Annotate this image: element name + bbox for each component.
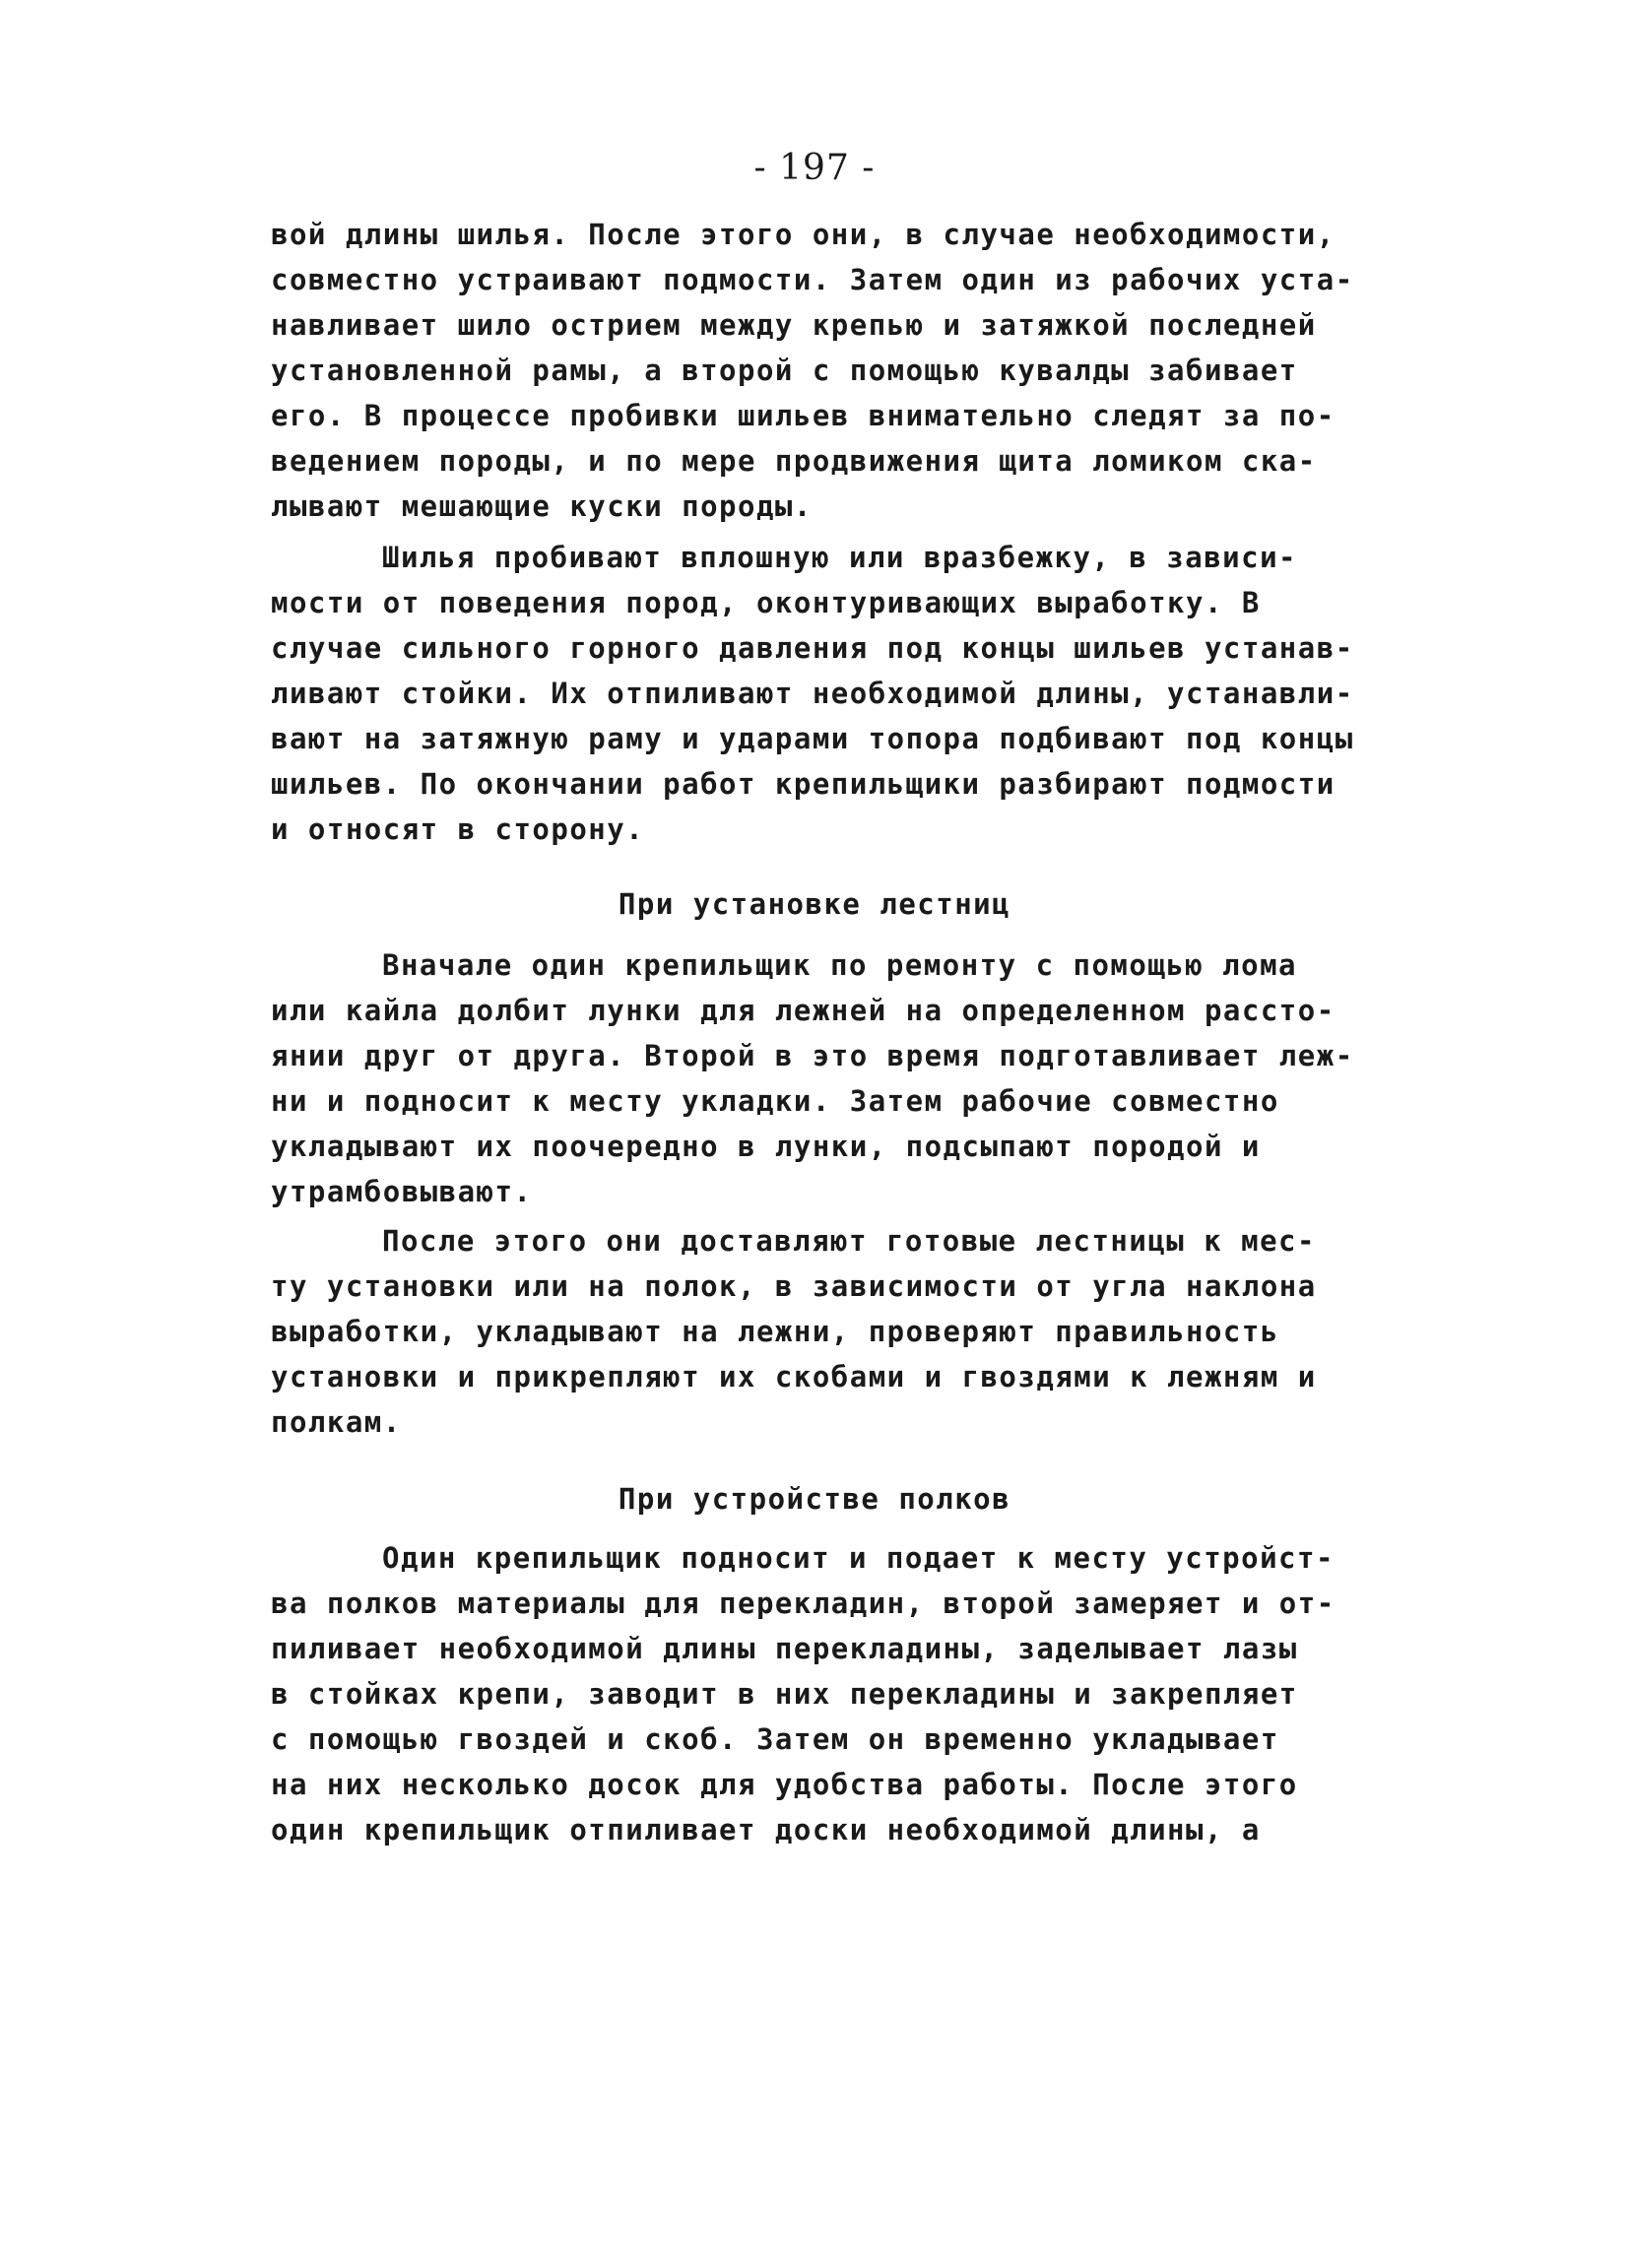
text-line: утрамбовывают. (271, 1175, 533, 1208)
text-line: ведением породы, и по мере продвижения щита ломиком ска- (271, 444, 1317, 478)
text-line: мости от поведения пород, оконтуривающих выработку. В (271, 586, 1261, 619)
section-heading: При установке лестниц (618, 887, 1011, 921)
text-line: полкам. (271, 1405, 402, 1439)
text-line: его. В процессе пробивки шильев внимательно следят за по- (271, 399, 1336, 432)
text-line: в стойках крепи, заводит в них перекладины и закрепляет (271, 1677, 1298, 1711)
text-line: совместно устраивают подмости. Затем один из рабочих уста- (271, 263, 1354, 296)
text-line: ливают стойки. Их отпиливают необходимой длины, устанавли- (271, 677, 1354, 710)
text-line: янии друг от друга. Второй в это время подготавливает леж- (271, 1039, 1354, 1072)
text-line: один крепильщик отпиливает доски необходимой длины, а (271, 1813, 1261, 1847)
text-line: Шилья пробивают вплошную или вразбежку, в зависи- (382, 541, 1298, 574)
text-line: навливает шило острием между крепью и затяжкой последней (271, 308, 1317, 342)
text-line: Один крепильщик подносит и подает к месту устройст- (382, 1541, 1335, 1575)
text-line: вой длины шилья. После этого они, в случае необходимости, (271, 218, 1336, 251)
text-line: случае сильного горного давления под концы шильев устанав- (271, 631, 1354, 665)
section-heading: При устройстве полков (618, 1482, 1011, 1516)
text-line: После этого они доставляют готовые лестницы к мес- (382, 1224, 1316, 1258)
text-line: выработки, укладывают на лежни, проверяют правильность (271, 1315, 1279, 1348)
text-line: с помощью гвоздей и скоб. Затем он временно укладывает (271, 1722, 1279, 1756)
text-line: ту установки или на полок, в зависимости от угла наклона (271, 1269, 1317, 1303)
text-line: вают на затяжную раму и ударами топора подбивают под концы (271, 722, 1354, 755)
text-line: шильев. По окончании работ крепильщики разбирают подмости (271, 767, 1336, 801)
text-line: лывают мешающие куски породы. (271, 489, 813, 523)
text-line: Вначале один крепильщик по ремонту с помощью лома (382, 948, 1298, 982)
text-line: и относят в сторону. (271, 812, 645, 846)
text-line: ва полков материалы для перекладин, второй замеряет и от- (271, 1587, 1336, 1620)
text-line: установки и прикрепляют их скобами и гвоздями к лежням и (271, 1360, 1317, 1393)
text-line: укладывают их поочередно в лунки, подсыпают породой и (271, 1130, 1261, 1163)
text-line: или кайла долбит лунки для лежней на определенном рассто- (271, 994, 1336, 1027)
text-line: установленной рамы, а второй с помощью кувалды забивает (271, 354, 1298, 387)
text-line: пиливает необходимой длины перекладины, заделывает лазы (271, 1632, 1298, 1665)
text-line: ни и подносит к месту укладки. Затем рабочие совместно (271, 1084, 1279, 1118)
page-number: - 197 - (753, 148, 876, 188)
text-line: на них несколько досок для удобства работы. После этого (271, 1768, 1298, 1801)
